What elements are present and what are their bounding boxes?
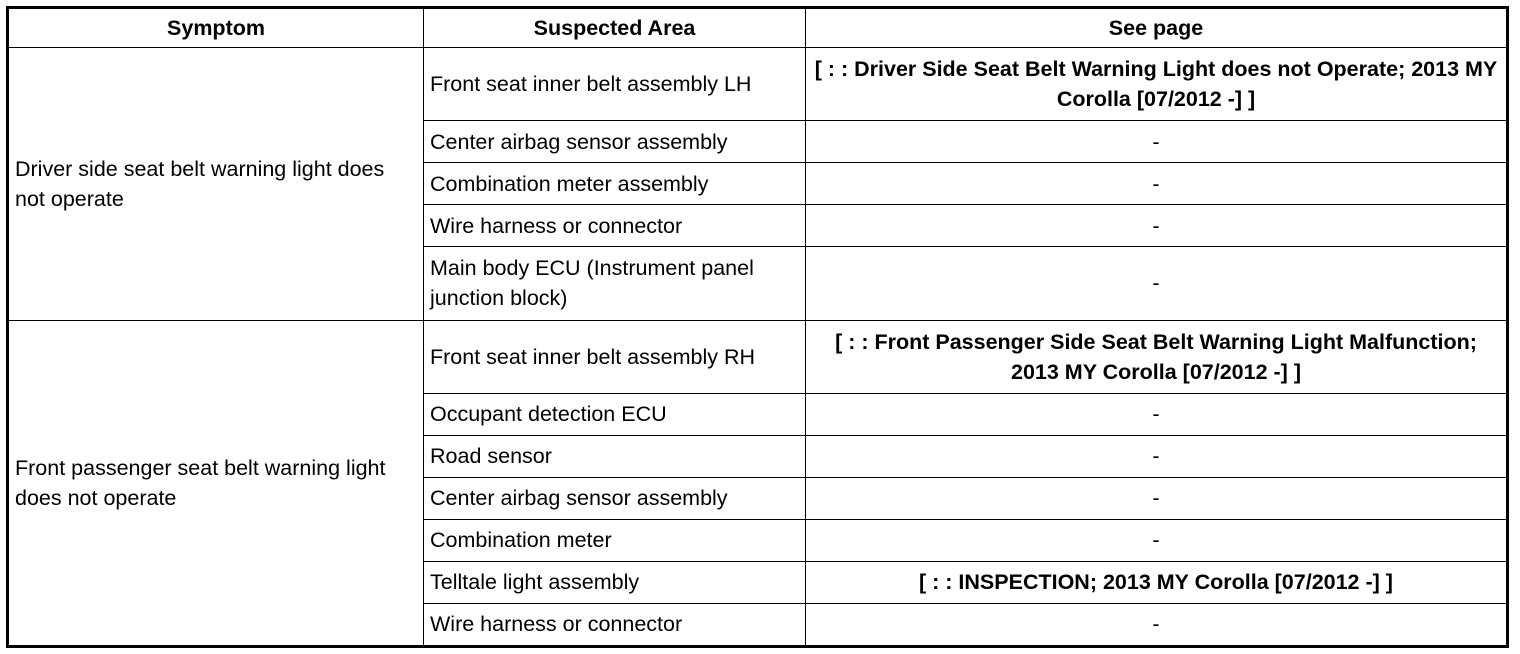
suspected-area-cell: Center airbag sensor assembly (424, 477, 806, 519)
see-page-cell: - (806, 205, 1508, 247)
see-page-cell: - (806, 163, 1508, 205)
suspected-area-cell: Combination meter assembly (424, 163, 806, 205)
see-page-cell: - (806, 477, 1508, 519)
header-row (8, 8, 1508, 48)
suspected-area-cell: Occupant detection ECU (424, 393, 806, 435)
suspected-area-cell: Combination meter (424, 519, 806, 561)
symptom-table (6, 6, 1509, 648)
see-page-cell: - (806, 247, 1508, 320)
see-page-link[interactable]: [ : : Driver Side Seat Belt Warning Light does not Operate; 2013 MY Corolla [07/2012 -] ] (806, 48, 1508, 121)
symptom-cell: Driver side seat belt warning light does not operate (8, 48, 424, 321)
suspected-area-cell: Road sensor (424, 435, 806, 477)
see-page-cell: - (806, 393, 1508, 435)
see-page-link[interactable]: [ : : INSPECTION; 2013 MY Corolla [07/2012 -] ] (806, 561, 1508, 603)
suspected-area-cell: Center airbag sensor assembly (424, 121, 806, 163)
suspected-area-cell: Main body ECU (Instrument panel junction block) (424, 247, 806, 320)
suspected-area-cell: Wire harness or connector (424, 205, 806, 247)
header-symptom: Symptom (8, 8, 424, 48)
see-page-cell: - (806, 121, 1508, 163)
suspected-area-cell: Front seat inner belt assembly LH (424, 48, 806, 121)
suspected-area-cell: Front seat inner belt assembly RH (424, 320, 806, 393)
see-page-cell: - (806, 519, 1508, 561)
table-row (8, 320, 1508, 393)
header-suspected-area: Suspected Area (424, 8, 806, 48)
symptom-cell: Front passenger seat belt warning light does not operate (8, 320, 424, 646)
see-page-link[interactable]: [ : : Front Passenger Side Seat Belt Warning Light Malfunction; 2013 MY Corolla [07/2012 -] ] (806, 320, 1508, 393)
see-page-cell: - (806, 435, 1508, 477)
see-page-cell: - (806, 603, 1508, 646)
suspected-area-cell: Telltale light assembly (424, 561, 806, 603)
header-see-page: See page (806, 8, 1508, 48)
table-row (8, 48, 1508, 121)
suspected-area-cell: Wire harness or connector (424, 603, 806, 646)
